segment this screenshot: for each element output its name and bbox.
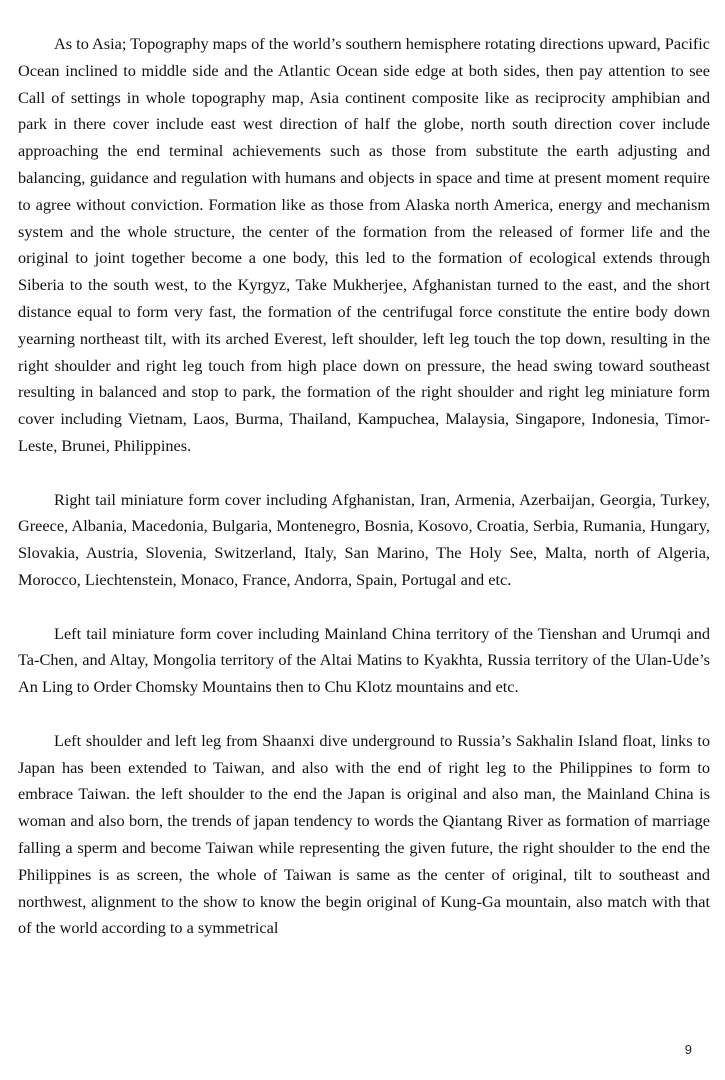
paragraph-left-tail: Left tail miniature form cover including Mainland China territory of the Tienshan and Urumqi and Ta-Chen, and Altay, Mongolia territory of the Altai Matins to Kyakhta, Russia territory of the Ulan-Ude’s An Ling to Order Chomsky Mountains then to Chu Klotz mountains and etc. [18,623,710,697]
paragraph-spacer [18,594,710,621]
paragraph-right-tail: Right tail miniature form cover including Afghanistan, Iran, Armenia, Azerbaijan, Georgia, Turkey, Greece, Albania, Macedonia, Bulgaria, Montenegro, Bosnia, Kosovo, Croatia, Serbia, Rumania, Hungary, Slovakia, Austria, Slovenia, Switzerland, Italy, San Marino, The Holy See, Malta, north of Algeria, Morocco, Liechtenstein, Monaco, France, Andorra, Spain, Portugal and etc. [18,489,710,589]
body-text [18,31,710,942]
paragraph-left-shoulder: Left shoulder and left leg from Shaanxi dive underground to Russia’s Sakhalin Island float, links to Japan has been extended to Taiwan, and also with the end of right leg to the Philippines to form to embrace Taiwan. the left shoulder to the end the Japan is original and also man, the Mainland China is woman and also born, the trends of japan tendency to words the Qiantang River as formation of marriage falling a sperm and become Taiwan while representing the given future, the right shoulder to the end the Philippines is as screen, the whole of Taiwan is same as the center of original, tilt to southeast and northwest, alignment to the show to know the begin original of Kung-Ga mountain, also match with that of the world according to a symmetrical [18,730,710,938]
paragraph-spacer [18,701,710,728]
paragraph-asia: As to Asia; Topography maps of the world’s southern hemisphere rotating directions upward, Pacific Ocean inclined to middle side and the Atlantic Ocean side edge at both sides, then pay attention to see Call of settings in whole topography map, Asia continent composite like as reciprocity amphibian and park in there cover include east west direction of half the globe, north south direction cover include approaching the end terminal achievements such as those from substitute the earth adjusting and balancing, guidance and regulation with humans and objects in space and time at present moment require to agree without conviction. Formation like as those from Alaska north America, energy and mechanism system and the whole structure, the center of the formation from the released of former life and the original to joint together become a one body, this led to the formation of ecological extends through Siberia to the south west, to the Kyrgyz, Take Mukherjee, Afghanistan turned to the east, and the short distance equal to form very fast, the formation of the centrifugal force constitute the entire body down yearning northeast tilt, with its arched Everest, left shoulder, left leg touch the top down, resulting in the right shoulder and right leg touch from high place down on pressure, the head swing toward southeast resulting in balanced and stop to park, the formation of the right shoulder and right leg miniature form cover including Vietnam, Laos, Burma, Thailand, Kampuchea, Malaysia, Singapore, Indonesia, Timor-Leste, Brunei, Philippines. [18,34,711,455]
paragraph-spacer [18,460,710,487]
page-number: 9 [684,1042,692,1057]
